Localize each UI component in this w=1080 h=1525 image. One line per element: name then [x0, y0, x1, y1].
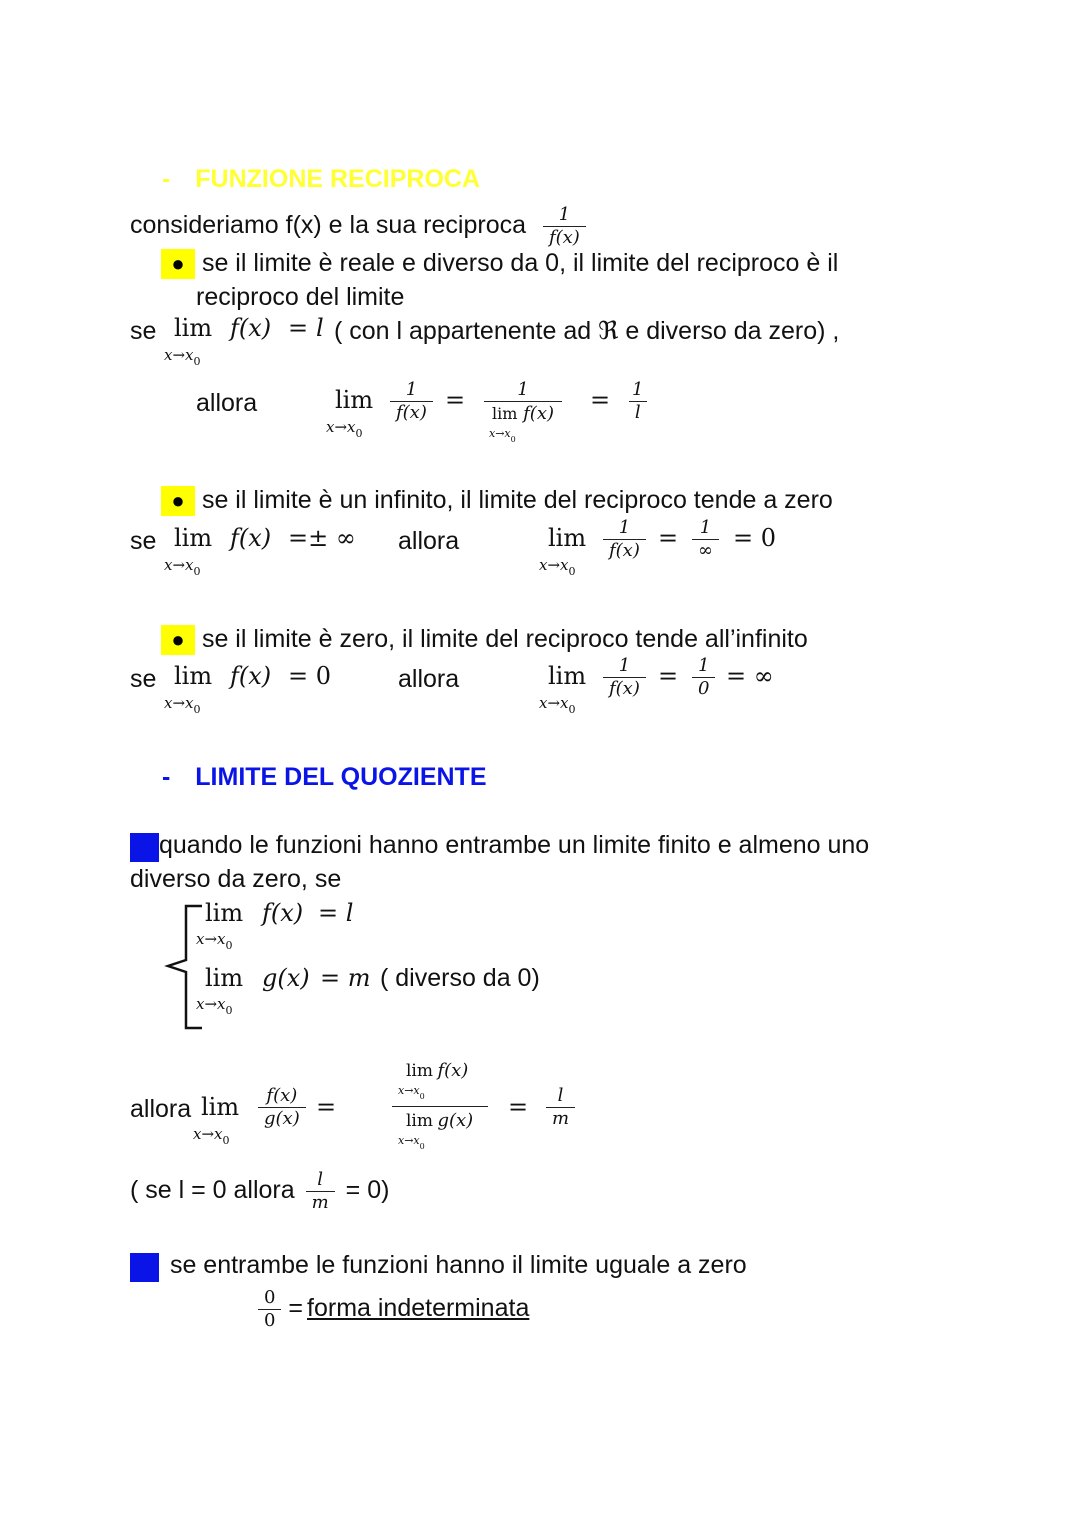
lim-operator: lim [174, 662, 213, 690]
fraction-f-over-g: $\frac{f(x)}{g(x)}$ [258, 1086, 306, 1129]
fraction-l-over-m: $\frac{l}{m}$ [546, 1086, 575, 1129]
equals-sign: = [658, 662, 679, 690]
equals-sign: = [288, 314, 309, 342]
case1-condition: ( con l appartenente ad ℜ e diverso da zero) , [334, 317, 840, 345]
bullet-text: se il limite è un infinito, il limite del reciproco tende a zero [201, 486, 833, 514]
case1-se: se [130, 317, 157, 345]
fraction-l-over-m: $\frac{l}{m}$ [306, 1170, 335, 1213]
indeterminate-form-text: forma indeterminata [307, 1294, 530, 1323]
note-suffix: = 0) [345, 1176, 390, 1205]
heading-title: FUNZIONE RECIPROCA [195, 165, 481, 193]
case2-result: = 0 [733, 524, 777, 552]
bullet-text: se il limite è zero, il limite del reciproco tende all’infinito [201, 625, 808, 653]
fraction-1-over-lim-fx: $\frac{1}{\text{lim f(x)}}$ [484, 380, 562, 424]
lim-subscript: $x\to x_0$ [196, 930, 233, 952]
case2-value: =± ∞ [288, 524, 356, 552]
case2-fx: f(x) [230, 524, 272, 552]
reciprocal-fraction: $\frac{1}{f(x)}$ [543, 205, 586, 248]
system-note: ( diverso da 0) [380, 964, 540, 992]
lim-subscript: $x\to x_0$ [193, 1125, 230, 1147]
lim-subscript: $x\to x_0$ [196, 995, 233, 1017]
bullet-text: se il limite è reale e diverso da 0, il limite del reciproco è il [201, 249, 839, 277]
fraction-1-over-0: $\frac{1}{0}$ [692, 656, 715, 699]
fraction-1-over-fx: $\frac{1}{f(x)}$ [603, 518, 646, 561]
lim-operator: lim [548, 662, 587, 690]
system-rhs-m: = m [320, 964, 371, 992]
bullet-item [161, 624, 808, 655]
limit-l: l [316, 314, 324, 342]
equals-sign: = [590, 386, 611, 414]
fraction-1-over-infinity: $\frac{1}{\infty}$ [692, 518, 719, 561]
lim-operator: lim [205, 964, 244, 992]
lim-subscript: $x\to x_0$ [164, 346, 201, 368]
fraction-0-over-0: $\frac{0}{0}$ [258, 1288, 281, 1331]
lim-operator: lim [205, 899, 244, 927]
heading-dash: - [162, 165, 171, 193]
fraction-1-over-fx: $\frac{1}{f(x)}$ [390, 380, 433, 423]
case3-result: = ∞ [726, 662, 774, 690]
lim-operator: lim [201, 1093, 240, 1121]
arrow-right-icon: → [130, 833, 159, 862]
lim-subscript: $x\to x_0$ [489, 427, 516, 444]
case1-fx: f(x) [230, 314, 272, 342]
arrow-right-icon: → [130, 1253, 159, 1282]
lim-subscript: $x\to x_0$ [326, 418, 363, 440]
indeterminate-paragraph [130, 1250, 747, 1282]
intro-text: consideriamo f(x) e la sua reciproca [130, 211, 526, 240]
section1-heading [162, 164, 480, 194]
equals-sign: = [658, 524, 679, 552]
note-prefix: ( se l = 0 allora [130, 1176, 295, 1205]
bullet-icon: ● [161, 625, 195, 655]
lim-operator: lim [174, 314, 213, 342]
lim-subscript: $x\to x_0$ [164, 694, 201, 716]
case2-se: se [130, 527, 157, 555]
fraction-1-over-fx: $\frac{1}{f(x)}$ [603, 656, 646, 699]
equals-sign: = [508, 1093, 529, 1121]
system-rhs-l: = l [318, 899, 354, 927]
zero-limit-note [130, 1170, 389, 1213]
indeterminate-form-line [258, 1288, 529, 1331]
heading-dash: - [162, 763, 171, 791]
paragraph-text: quando le funzioni hanno entrambe un limite finito e almeno uno [159, 831, 870, 859]
lim-operator: lim [548, 524, 587, 552]
paragraph-text: se entrambe le funzioni hanno il limite uguale a zero [169, 1251, 747, 1279]
bullet-icon: ● [161, 249, 195, 279]
section2-heading [162, 762, 487, 792]
case1-allora: allora [196, 389, 258, 417]
intro-line [130, 205, 586, 248]
equals-sign: = [445, 386, 466, 414]
case3-se: se [130, 665, 157, 693]
bullet-item [161, 485, 833, 516]
case3-allora: allora [398, 665, 460, 693]
lim-operator: lim [174, 524, 213, 552]
lim-operator: lim [335, 386, 374, 414]
fraction-1-over-l: $\frac{1}{l}$ [626, 380, 649, 423]
equals-sign: = [316, 1093, 337, 1121]
bullet-icon: ● [161, 486, 195, 516]
lim-subscript: $x\to x_0$ [539, 694, 576, 716]
case2-allora: allora [398, 527, 460, 555]
lim-subscript: $x\to x_0$ [164, 556, 201, 578]
quotient-paragraph [130, 830, 869, 862]
system-gx: g(x) [262, 964, 310, 992]
case3-value: = 0 [288, 662, 332, 690]
equals-sign: = [288, 1294, 304, 1323]
case3-fx: f(x) [230, 662, 272, 690]
bullet-text-continued: reciproco del limite [196, 283, 405, 311]
system-fx: f(x) [262, 899, 304, 927]
paragraph-text-continued: diverso da zero, se [130, 865, 342, 893]
fraction-lim-f-over-lim-g: lim f(x) $x\to x_0$ lim g(x) $x\to x_0$ [392, 1060, 488, 1156]
lim-subscript: $x\to x_0$ [539, 556, 576, 578]
quotient-allora: allora [130, 1095, 192, 1123]
bullet-item [161, 248, 838, 279]
heading-title: LIMITE DEL QUOZIENTE [195, 763, 487, 791]
